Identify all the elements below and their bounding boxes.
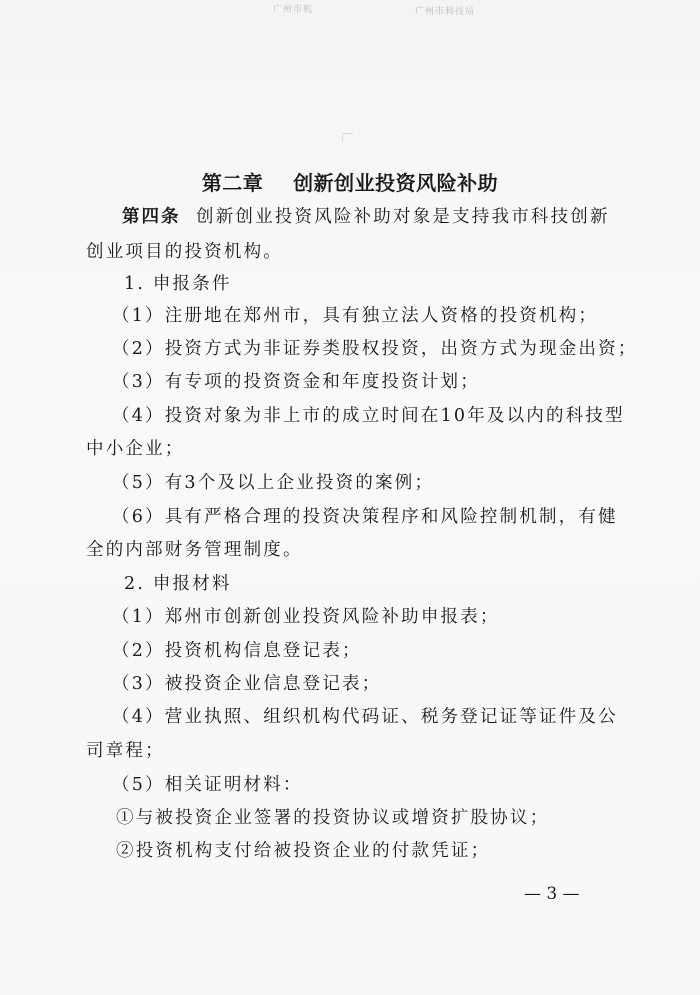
section-1-item: （3）有专项的投资资金和年度投资计划；: [112, 372, 480, 392]
chapter-title: 第二章 创新创业投资风险补助: [201, 171, 499, 195]
section-1-item: （5）有3个及以上企业投资的案例；: [112, 473, 435, 493]
scan-header-left: 广州市机: [273, 5, 314, 15]
section-2-item: （4）营业执照、组织机构代码证、税务登记证等证件及公: [112, 707, 618, 727]
section-1-item-continuation: 中小企业；: [86, 439, 185, 459]
section-2-item-continuation: 司章程；: [86, 741, 165, 761]
section-2-item: （5）相关证明材料：: [112, 775, 303, 795]
article-text-line-1: 创新创业投资风险补助对象是支持我市科技创新: [196, 207, 610, 227]
section-1-item: （6）具有严格合理的投资决策程序和风险控制机制，有健: [112, 507, 618, 527]
section-2-subitem: ②投资机构支付给被投资企业的付款凭证；: [116, 841, 491, 861]
article-text-line-2: 创业项目的投资机构。: [86, 242, 283, 262]
page-number: — 3 —: [524, 884, 580, 904]
section-2-item: （3）被投资企业信息登记表；: [112, 674, 382, 694]
section-2-item: （2）投资机构信息登记表；: [112, 641, 362, 661]
section-1-item: （4）投资对象为非上市的成立时间在10年及以内的科技型: [112, 406, 625, 426]
scan-artifact: [342, 133, 353, 142]
section-2-subitem: ①与被投资企业签署的投资协议或增资扩股协议；: [116, 808, 550, 828]
section-1-heading: 1. 申报条件: [124, 274, 232, 294]
section-1-item: （1）注册地在郑州市，具有独立法人资格的投资机构；: [112, 306, 599, 326]
section-1-item-continuation: 全的内部财务管理制度。: [86, 540, 303, 560]
scan-header-right: 广州市科技局: [415, 7, 476, 17]
article-number: 第四条: [122, 207, 181, 227]
section-2-item: （1）郑州市创新创业投资风险补助申报表；: [112, 607, 500, 627]
section-1-item: （2）投资方式为非证券类股权投资，出资方式为现金出资；: [112, 339, 638, 359]
section-2-heading: 2. 申报材料: [124, 574, 232, 594]
